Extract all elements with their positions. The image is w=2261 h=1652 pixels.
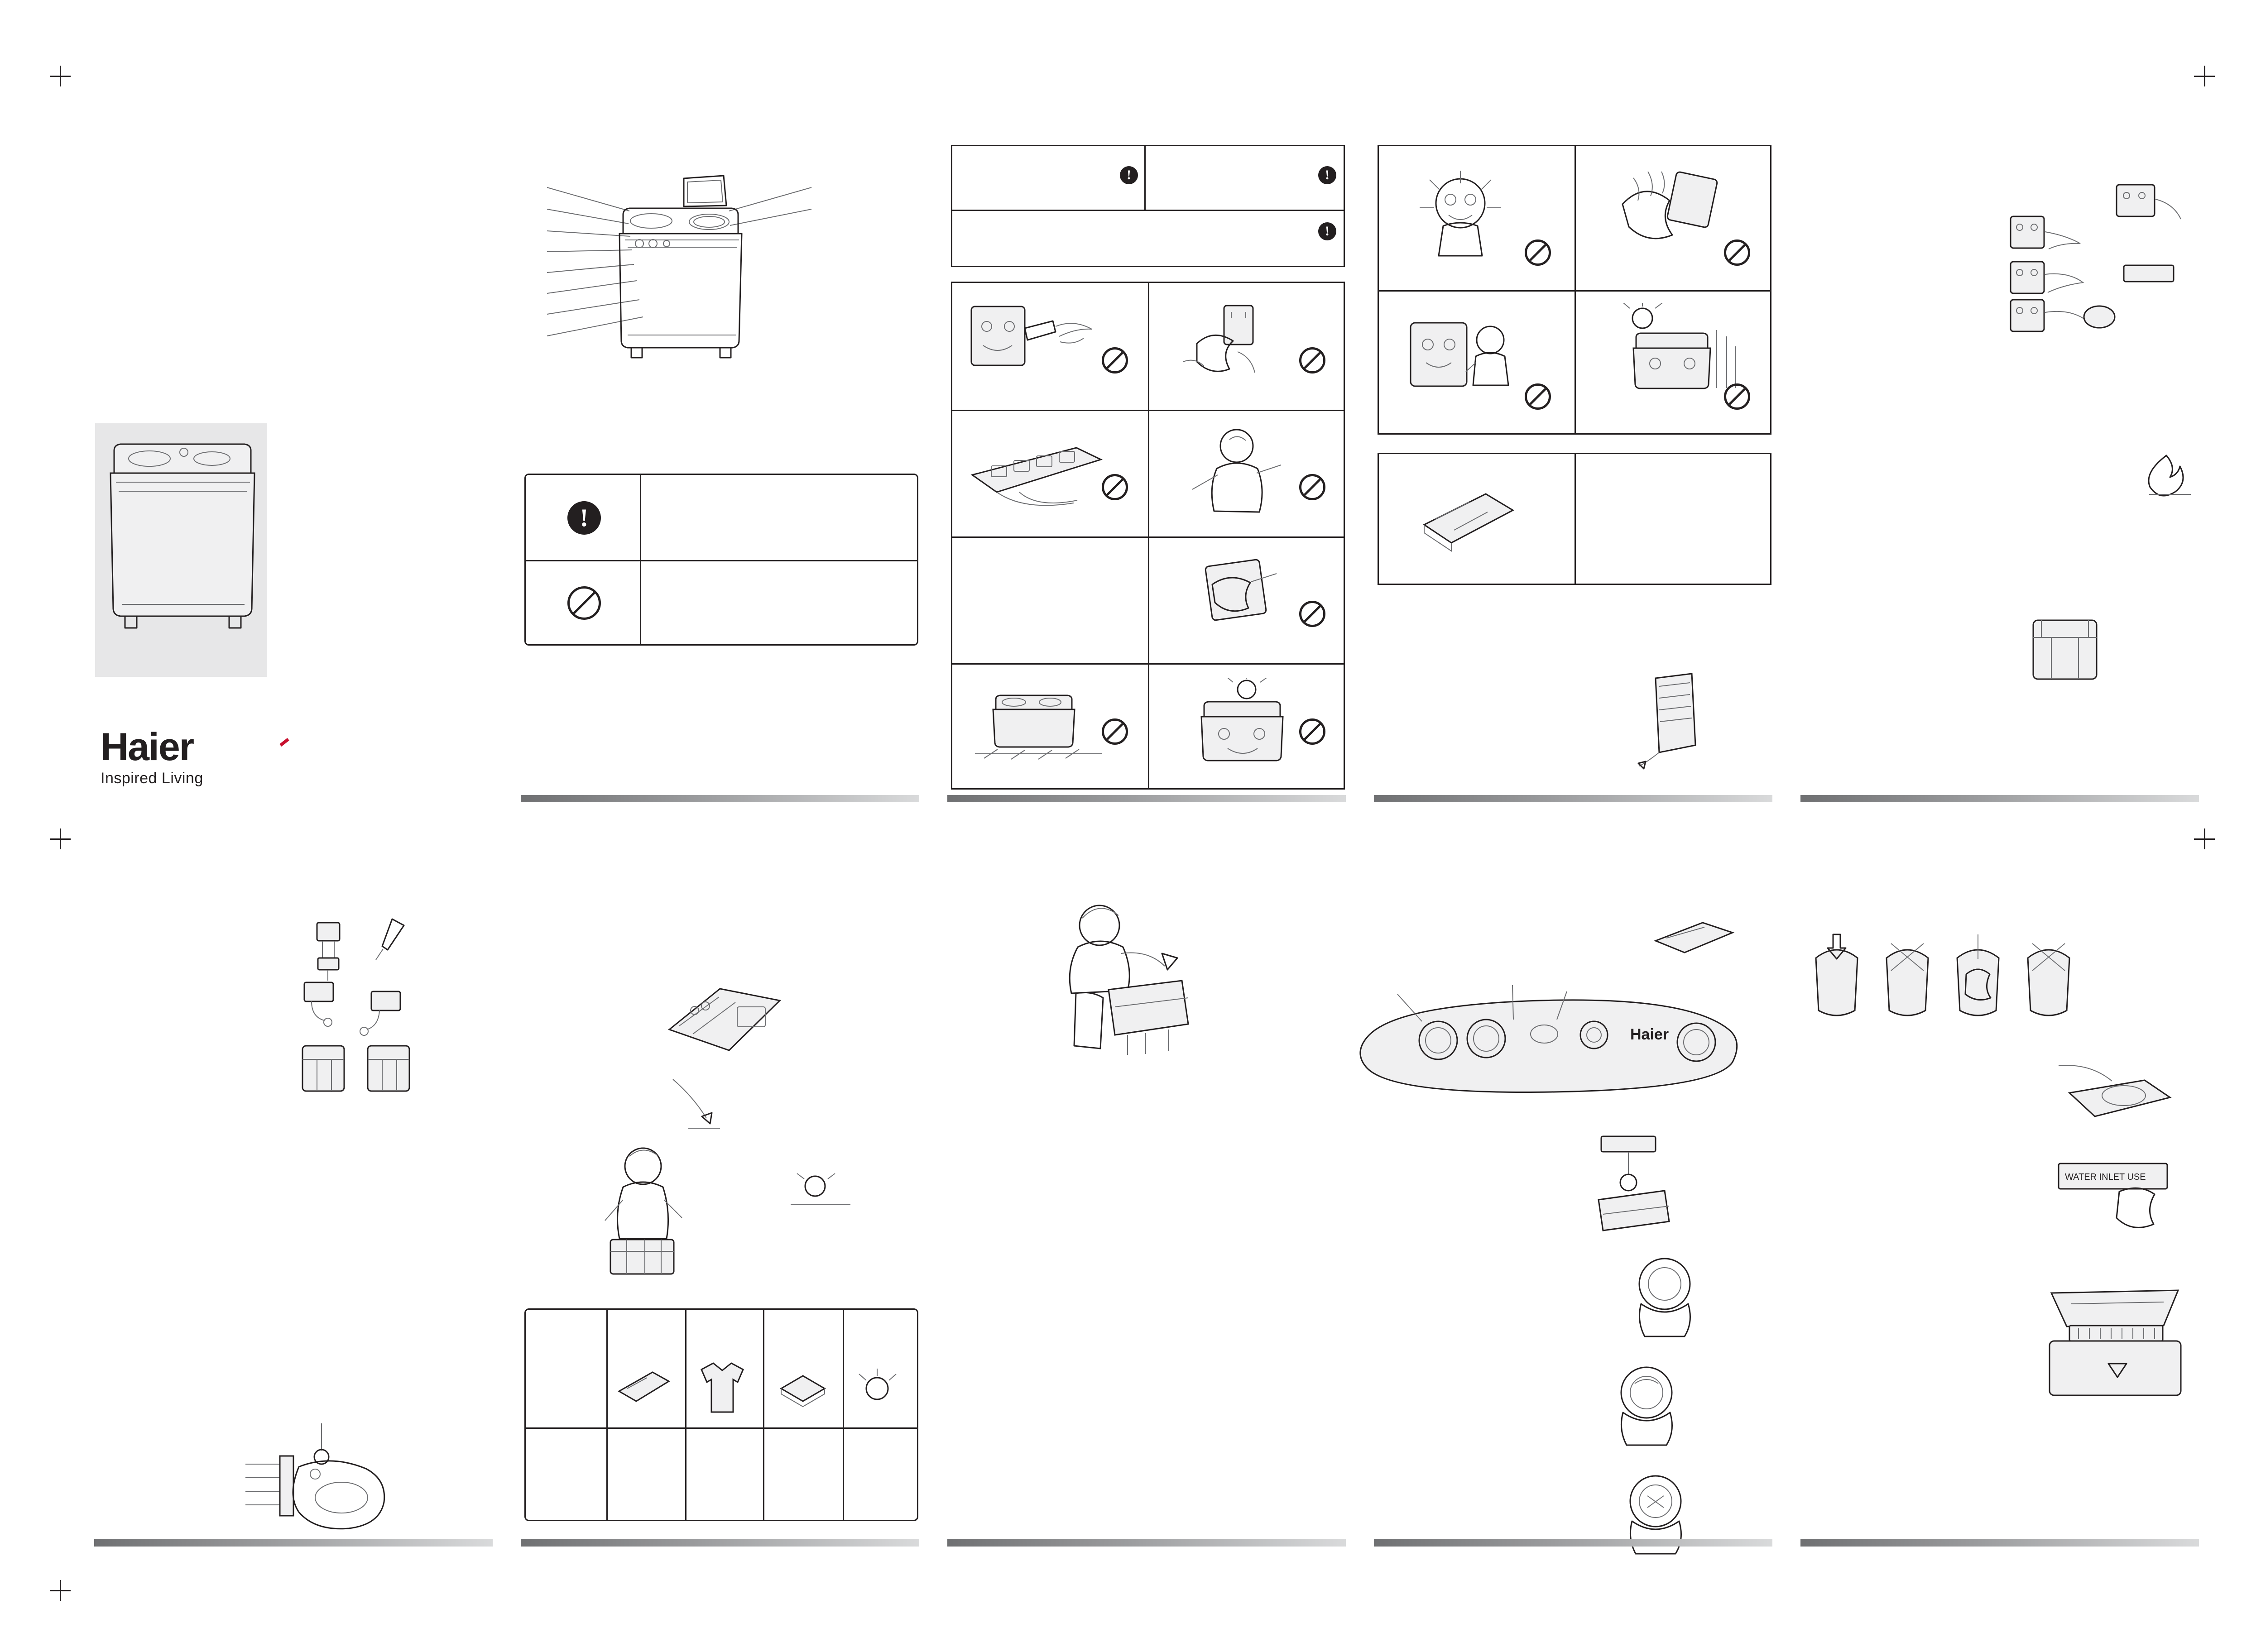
washer-uneven-floor-illustration: [970, 681, 1106, 772]
lid-open-illustration: [2051, 1059, 2178, 1141]
lint-filter-illustration: [2042, 1277, 2192, 1413]
product-image-box: [95, 423, 267, 677]
prohibition-icon: [1299, 718, 1325, 745]
prohibition-icon: [1102, 718, 1128, 745]
warning-header-divider: [1144, 146, 1146, 210]
blanket-icon: [776, 1369, 830, 1409]
power-strip-overload-illustration: [965, 424, 1114, 519]
care-row-div: [526, 1427, 917, 1429]
warning-header-hline: [952, 210, 1344, 211]
care-col-div-1: [606, 1310, 608, 1520]
warning-grid-h2: [952, 536, 1344, 538]
machine-control-panel-illustration: [1354, 978, 1748, 1114]
warning-grid: [951, 282, 1345, 790]
prohibition-icon: [1724, 383, 1750, 410]
bottom-panel1-footbar: [94, 1539, 493, 1547]
caution-grid-2: [1378, 453, 1771, 585]
machine-top-view-illustration: [661, 982, 788, 1073]
machine-back-hose-illustration: [1635, 666, 1716, 770]
loading-laundry-illustration: [1032, 896, 1232, 1077]
care-col-div-4: [843, 1310, 844, 1520]
person-pulling-cord-illustration: [1179, 421, 1292, 526]
brand-tagline: Inspired Living: [101, 769, 203, 787]
legend-divider-vertical: [640, 475, 641, 644]
exclamation-icon: !: [1318, 222, 1336, 240]
care-col-div-2: [685, 1310, 686, 1520]
delicates-icon: [854, 1368, 903, 1413]
hands-damaged-cord-illustration: [1170, 298, 1283, 393]
spin-basket-illustration: [2024, 611, 2106, 693]
caution-panel-footbar: [1374, 795, 1772, 802]
twin-tub-washing-machine-illustration: [95, 423, 267, 677]
water-inlet-filter-illustration: [2051, 1159, 2183, 1250]
bottom-panel2-footbar: [521, 1539, 919, 1547]
prohibition-icon: [1724, 239, 1750, 266]
caution-grid-vdiv: [1575, 146, 1576, 433]
prohibition-icon: [1102, 347, 1128, 373]
lid-symbols-illustration: [1807, 933, 2124, 1037]
water-inlet-label: WATER INLET USE: [2065, 1172, 2146, 1182]
warning-header-box: [951, 145, 1345, 267]
crop-mark-bottom-left: [50, 1580, 71, 1601]
washer-near-heat-illustration: [1610, 303, 1741, 407]
hand-on-plug-illustration: [1183, 549, 1296, 640]
socket-warnings-illustration: [2006, 181, 2187, 362]
bottom-panel3-footbar: [947, 1539, 1346, 1547]
exclamation-icon: !: [1120, 166, 1138, 184]
warning-grid-h3: [952, 663, 1344, 665]
spin-step-1-illustration: [1621, 1250, 1707, 1340]
prohibition-icon: [567, 586, 601, 620]
exclamation-icon: !: [1318, 166, 1336, 184]
prohibition-icon: [1525, 239, 1551, 266]
small-detergent-illustration: [783, 1168, 856, 1218]
bottom-panel4-footbar: [1374, 1539, 1772, 1547]
child-climbing-washer-illustration: [1179, 678, 1301, 775]
crop-mark-top-left: [50, 66, 71, 86]
brand-logo: [101, 725, 291, 787]
plug-socket-water-illustration: [967, 298, 1103, 389]
flame-warning-illustration: [2142, 453, 2196, 503]
warning-grid-vdiv: [1148, 283, 1149, 788]
prohibition-icon: [1525, 383, 1551, 410]
tap-installation-illustration: [240, 1417, 408, 1544]
crop-mark-mid-left: [50, 828, 71, 849]
parts-diagram: [534, 168, 824, 403]
cover-panel-footbar: [521, 795, 919, 802]
legend-box: [524, 474, 918, 646]
spin-step-2-illustration: [1603, 1358, 1689, 1449]
prohibition-icon: [1299, 601, 1325, 627]
control-panel-brand-text: Haier: [1630, 1026, 1669, 1043]
hand-in-spinner-illustration: [1613, 160, 1735, 264]
child-near-washer-illustration: [1402, 308, 1528, 408]
crop-mark-mid-right: [2194, 828, 2215, 849]
warning-panel-footbar: [947, 795, 1346, 802]
tilted-machine-illustration: [1415, 486, 1528, 558]
crop-mark-top-right: [2194, 66, 2215, 86]
brand-name: Haier: [101, 725, 194, 769]
tilted-item-icon: [614, 1367, 673, 1408]
prohibition-icon: [1299, 474, 1325, 500]
prohibition-icon: [1102, 474, 1128, 500]
connect-hose-step-illustration: [1589, 1132, 1685, 1250]
caution-grid-2-vdiv: [1575, 454, 1576, 584]
drain-hose-step-illustration: [1648, 915, 1739, 969]
person-with-basket-illustration: [589, 1141, 702, 1286]
caution-grid-hdiv: [1379, 290, 1770, 292]
caution-grid: [1378, 145, 1771, 435]
hose-attach-illustration: [666, 1073, 734, 1136]
person-shocked-illustration: [1402, 164, 1519, 268]
legend-divider-horizontal: [526, 560, 917, 561]
prohibition-icon: [1299, 347, 1325, 373]
shirt-icon: [698, 1359, 748, 1417]
care-col-div-3: [763, 1310, 764, 1520]
accessories-illustrations: [290, 915, 489, 1168]
panel5-footbar: [1800, 795, 2199, 802]
exclamation-icon: !: [567, 501, 601, 535]
bottom-panel5-footbar: [1800, 1539, 2199, 1547]
fabric-care-table: [524, 1308, 918, 1521]
warning-grid-h1: [952, 410, 1344, 411]
